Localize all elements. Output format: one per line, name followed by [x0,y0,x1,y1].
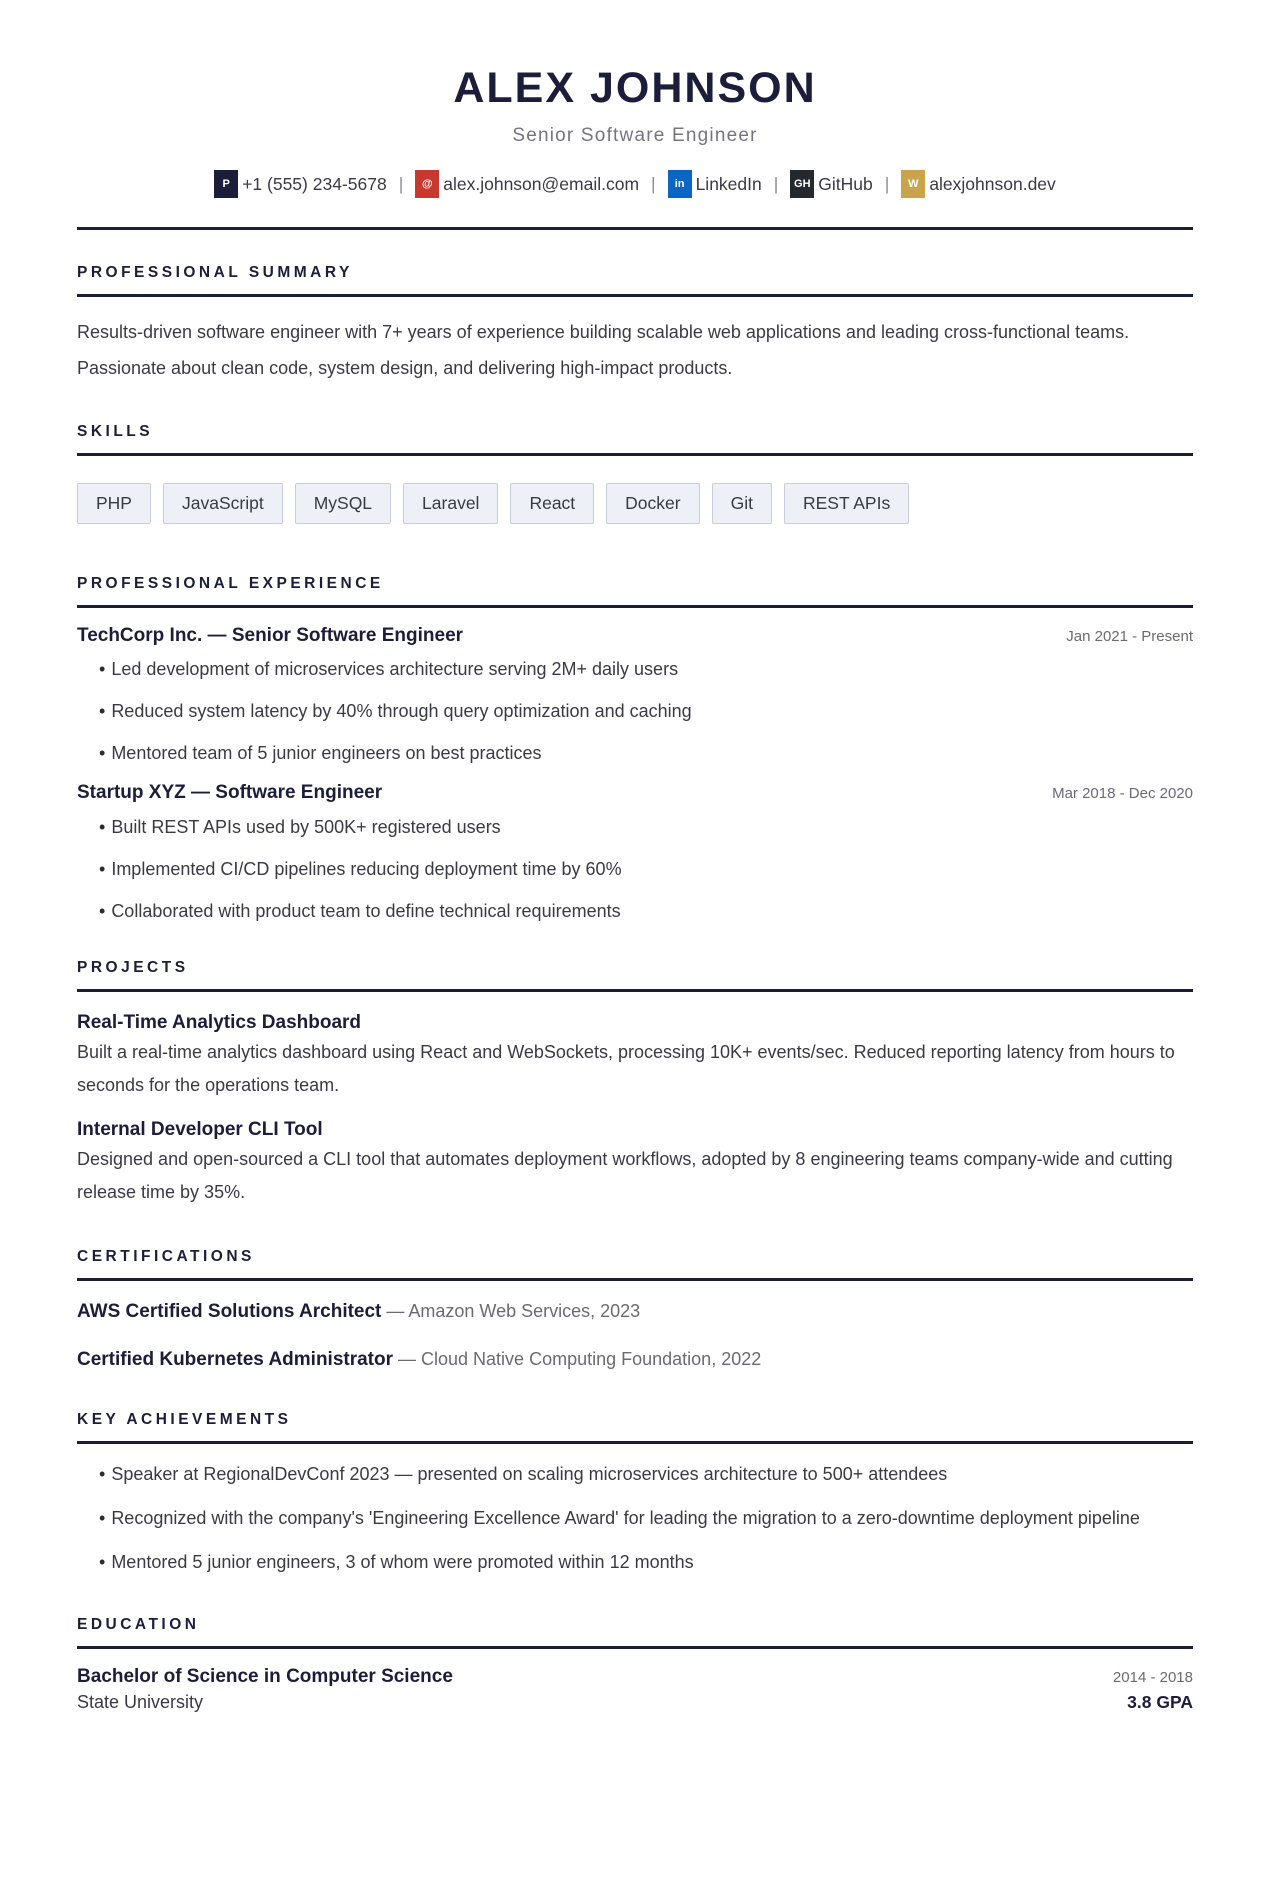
job-date: Jan 2021 - Present [1066,628,1193,645]
education-school: State University [77,1692,204,1712]
education-gpa: 3.8 GPA [1127,1692,1193,1712]
job-title: Startup XYZ — Software Engineer [77,782,383,803]
project-description: Designed and open-sourced a CLI tool that automates deployment workflows, adopted by 8 engineering teams company-wide and cutting release time by 35%. [77,1149,1173,1202]
certifications-section [77,1247,1193,1373]
list-item: • Speaker at RegionalDevConf 2023 — presented on scaling microservices architecture to 500+ attendees [77,1458,1193,1490]
contact-github[interactable] [790,170,872,198]
list-item: • Mentored 5 junior engineers, 3 of whom were promoted within 12 months [77,1546,1193,1578]
education-header [77,1666,1193,1688]
skill-tag: Laravel [403,483,498,524]
github-icon: GH [790,170,814,198]
contact-website[interactable] [901,170,1055,198]
linkedin-icon: in [668,170,692,198]
skill-tag: MySQL [295,483,391,524]
skills-list [77,483,1193,524]
contact-linkedin[interactable] [668,170,762,198]
candidate-title: Senior Software Engineer [512,125,758,146]
project-title: Internal Developer CLI Tool [77,1119,323,1140]
section-divider [77,294,1193,297]
section-title: EDUCATION [77,1616,200,1633]
contact-phone-text: +1 (555) 234-5678 [242,173,387,194]
education-section [77,1615,1193,1713]
section-title: PROFESSIONAL EXPERIENCE [77,575,384,592]
section-title: CERTIFICATIONS [77,1248,255,1265]
education-degree: Bachelor of Science in Computer Science [77,1666,453,1687]
contact-separator: | [773,173,779,194]
section-divider [77,453,1193,456]
section-divider [77,605,1193,608]
contact-separator: | [651,173,656,194]
contact-separator: | [398,173,404,194]
projects-section [77,958,1193,1209]
section-divider [77,989,1193,992]
skills-section [77,422,1193,524]
list-item: • Reduced system latency by 40% through query optimization and caching [77,690,1193,732]
job-header [77,625,1193,647]
job-entry [77,782,1193,932]
phone-icon: P [214,170,238,198]
achievements-list [77,1458,1193,1578]
section-title: KEY ACHIEVEMENTS [77,1411,292,1428]
job-entry [77,625,1193,774]
candidate-name: ALEX JOHNSON [453,64,817,112]
project-description: Built a real-time analytics dashboard using React and WebSockets, processing 10K+ events/sec. Reduced reporting latency from hours to seconds for the operations team. [77,1042,1175,1095]
certification-item [77,1346,1193,1373]
job-date: Mar 2018 - Dec 2020 [1052,785,1193,802]
summary-section [77,263,1193,386]
email-icon: @ [415,170,439,198]
list-item: • Mentored team of 5 junior engineers on best practices [77,732,1193,774]
achievements-section [77,1410,1193,1578]
certification-name: AWS Certified Solutions Architect [77,1301,382,1322]
section-title: PROJECTS [77,959,189,976]
contact-linkedin-text: LinkedIn [695,173,762,194]
certification-name: Certified Kubernetes Administrator [77,1349,394,1370]
list-item: • Implemented CI/CD pipelines reducing deployment time by 60% [77,848,1193,890]
summary-text: Results-driven software engineer with 7+ years of experience building scalable web applications and leading cross-functional teams. Passionate about clean code, system design, and delivering high-impact products. [77,322,1130,378]
section-title: PROFESSIONAL SUMMARY [77,264,353,281]
website-icon: W [901,170,925,198]
experience-section [77,574,1193,932]
skill-tag: PHP [77,483,151,524]
contact-phone[interactable] [214,170,387,198]
contact-github-text: GitHub [818,173,873,194]
list-item: • Led development of microservices architecture serving 2M+ daily users [77,648,1193,690]
skill-tag: Git [712,483,772,524]
resume-header [77,0,1193,230]
certification-detail: — Cloud Native Computing Foundation, 2022 [393,1349,762,1369]
job-bullets [77,648,1193,774]
list-item: • Recognized with the company's 'Engineering Excellence Award' for leading the migration to a zero-downtime deployment pipeline [77,1502,1193,1534]
contact-separator: | [884,173,890,194]
education-years: 2014 - 2018 [1112,1669,1193,1686]
project-entry [77,1117,1193,1209]
contact-email-text: alex.johnson@email.com [443,173,640,194]
section-divider [77,1646,1193,1649]
contact-email[interactable] [415,170,639,198]
section-divider [77,1441,1193,1444]
header-divider [77,227,1193,230]
skill-tag: REST APIs [784,483,909,524]
project-entry [77,1010,1193,1102]
contact-bar [77,169,1193,199]
contact-website-text: alexjohnson.dev [929,173,1056,194]
skill-tag: JavaScript [163,483,283,524]
education-details [77,1692,1193,1713]
certification-detail: — Amazon Web Services, 2023 [381,1301,641,1321]
job-title: TechCorp Inc. — Senior Software Engineer [77,625,464,646]
project-title: Real-Time Analytics Dashboard [77,1012,362,1033]
job-header [77,782,1193,804]
skill-tag: Docker [606,483,699,524]
list-item: • Collaborated with product team to define technical requirements [77,890,1193,932]
section-title: SKILLS [77,423,154,440]
skill-tag: React [510,483,594,524]
section-divider [77,1278,1193,1281]
list-item: • Built REST APIs used by 500K+ registered users [77,806,1193,848]
job-bullets [77,806,1193,932]
certification-item [77,1298,1193,1325]
